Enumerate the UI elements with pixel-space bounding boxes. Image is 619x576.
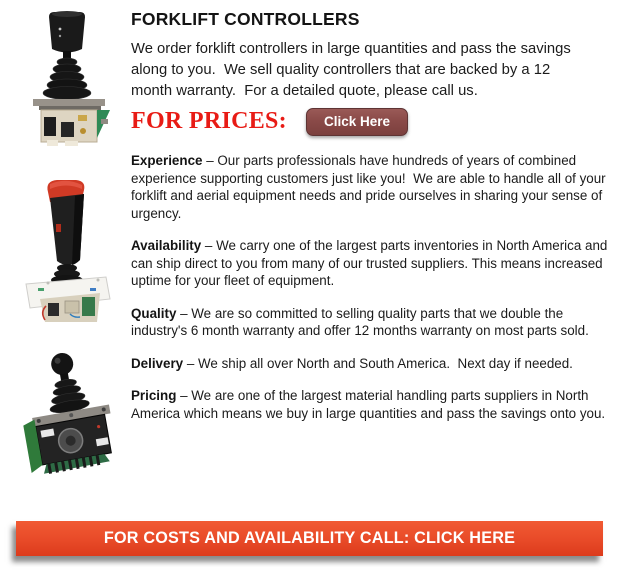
ball-knob-joystick-photo [8,348,126,476]
content-column [131,9,612,437]
click-here-button[interactable]: Click Here [306,108,408,136]
experience-heading: Experience [131,153,203,168]
pistol-grip-joystick-photo [12,176,122,322]
experience-body: – Our parts professionals have hundreds of years of combined experience supporting customers just like you! We are able to handle all of your forklift and aerial equipment needs and pride ourselves in sharing your sense of urgency. [131,153,610,221]
quality-body: – We are so committed to selling quality parts that we double the industry's 6 month warranty and offer 12 months warranty on most parts sold. [131,305,589,338]
quality-section [131,305,612,340]
costs-availability-banner[interactable]: FOR COSTS AND AVAILABILITY CALL: CLICK HERE [16,521,603,556]
experience-section [131,152,612,222]
prices-row [131,106,612,137]
availability-heading: Availability [131,238,202,253]
delivery-heading: Delivery [131,355,184,371]
intro-paragraph: We order forklift controllers in large quantities and pass the savings along to you. We sell quality controllers that are backed by a 12 month warranty. For a detailed quote, please call us. [131,41,575,99]
page-title: FORKLIFT CONTROLLERS [131,9,360,29]
pricing-heading: Pricing [131,388,177,403]
availability-body: – We carry one of the largest parts inventories in North America and can ship direct to you from many of our trusted suppliers. This means increased uptime for your fleet of equipment. [131,238,612,288]
delivery-body: – We ship all over North and South America. Next day if needed. [183,355,573,371]
bellows-joystick-photo [13,7,121,149]
delivery-section [131,355,612,373]
pricing-section [131,387,612,422]
pricing-body: – We are one of the largest material handling parts suppliers in North America which means we buy in large quantities and pass the savings onto you. [131,388,606,421]
quality-heading: Quality [131,305,177,321]
availability-section [131,237,612,290]
for-prices-label: FOR PRICES: [131,108,287,134]
